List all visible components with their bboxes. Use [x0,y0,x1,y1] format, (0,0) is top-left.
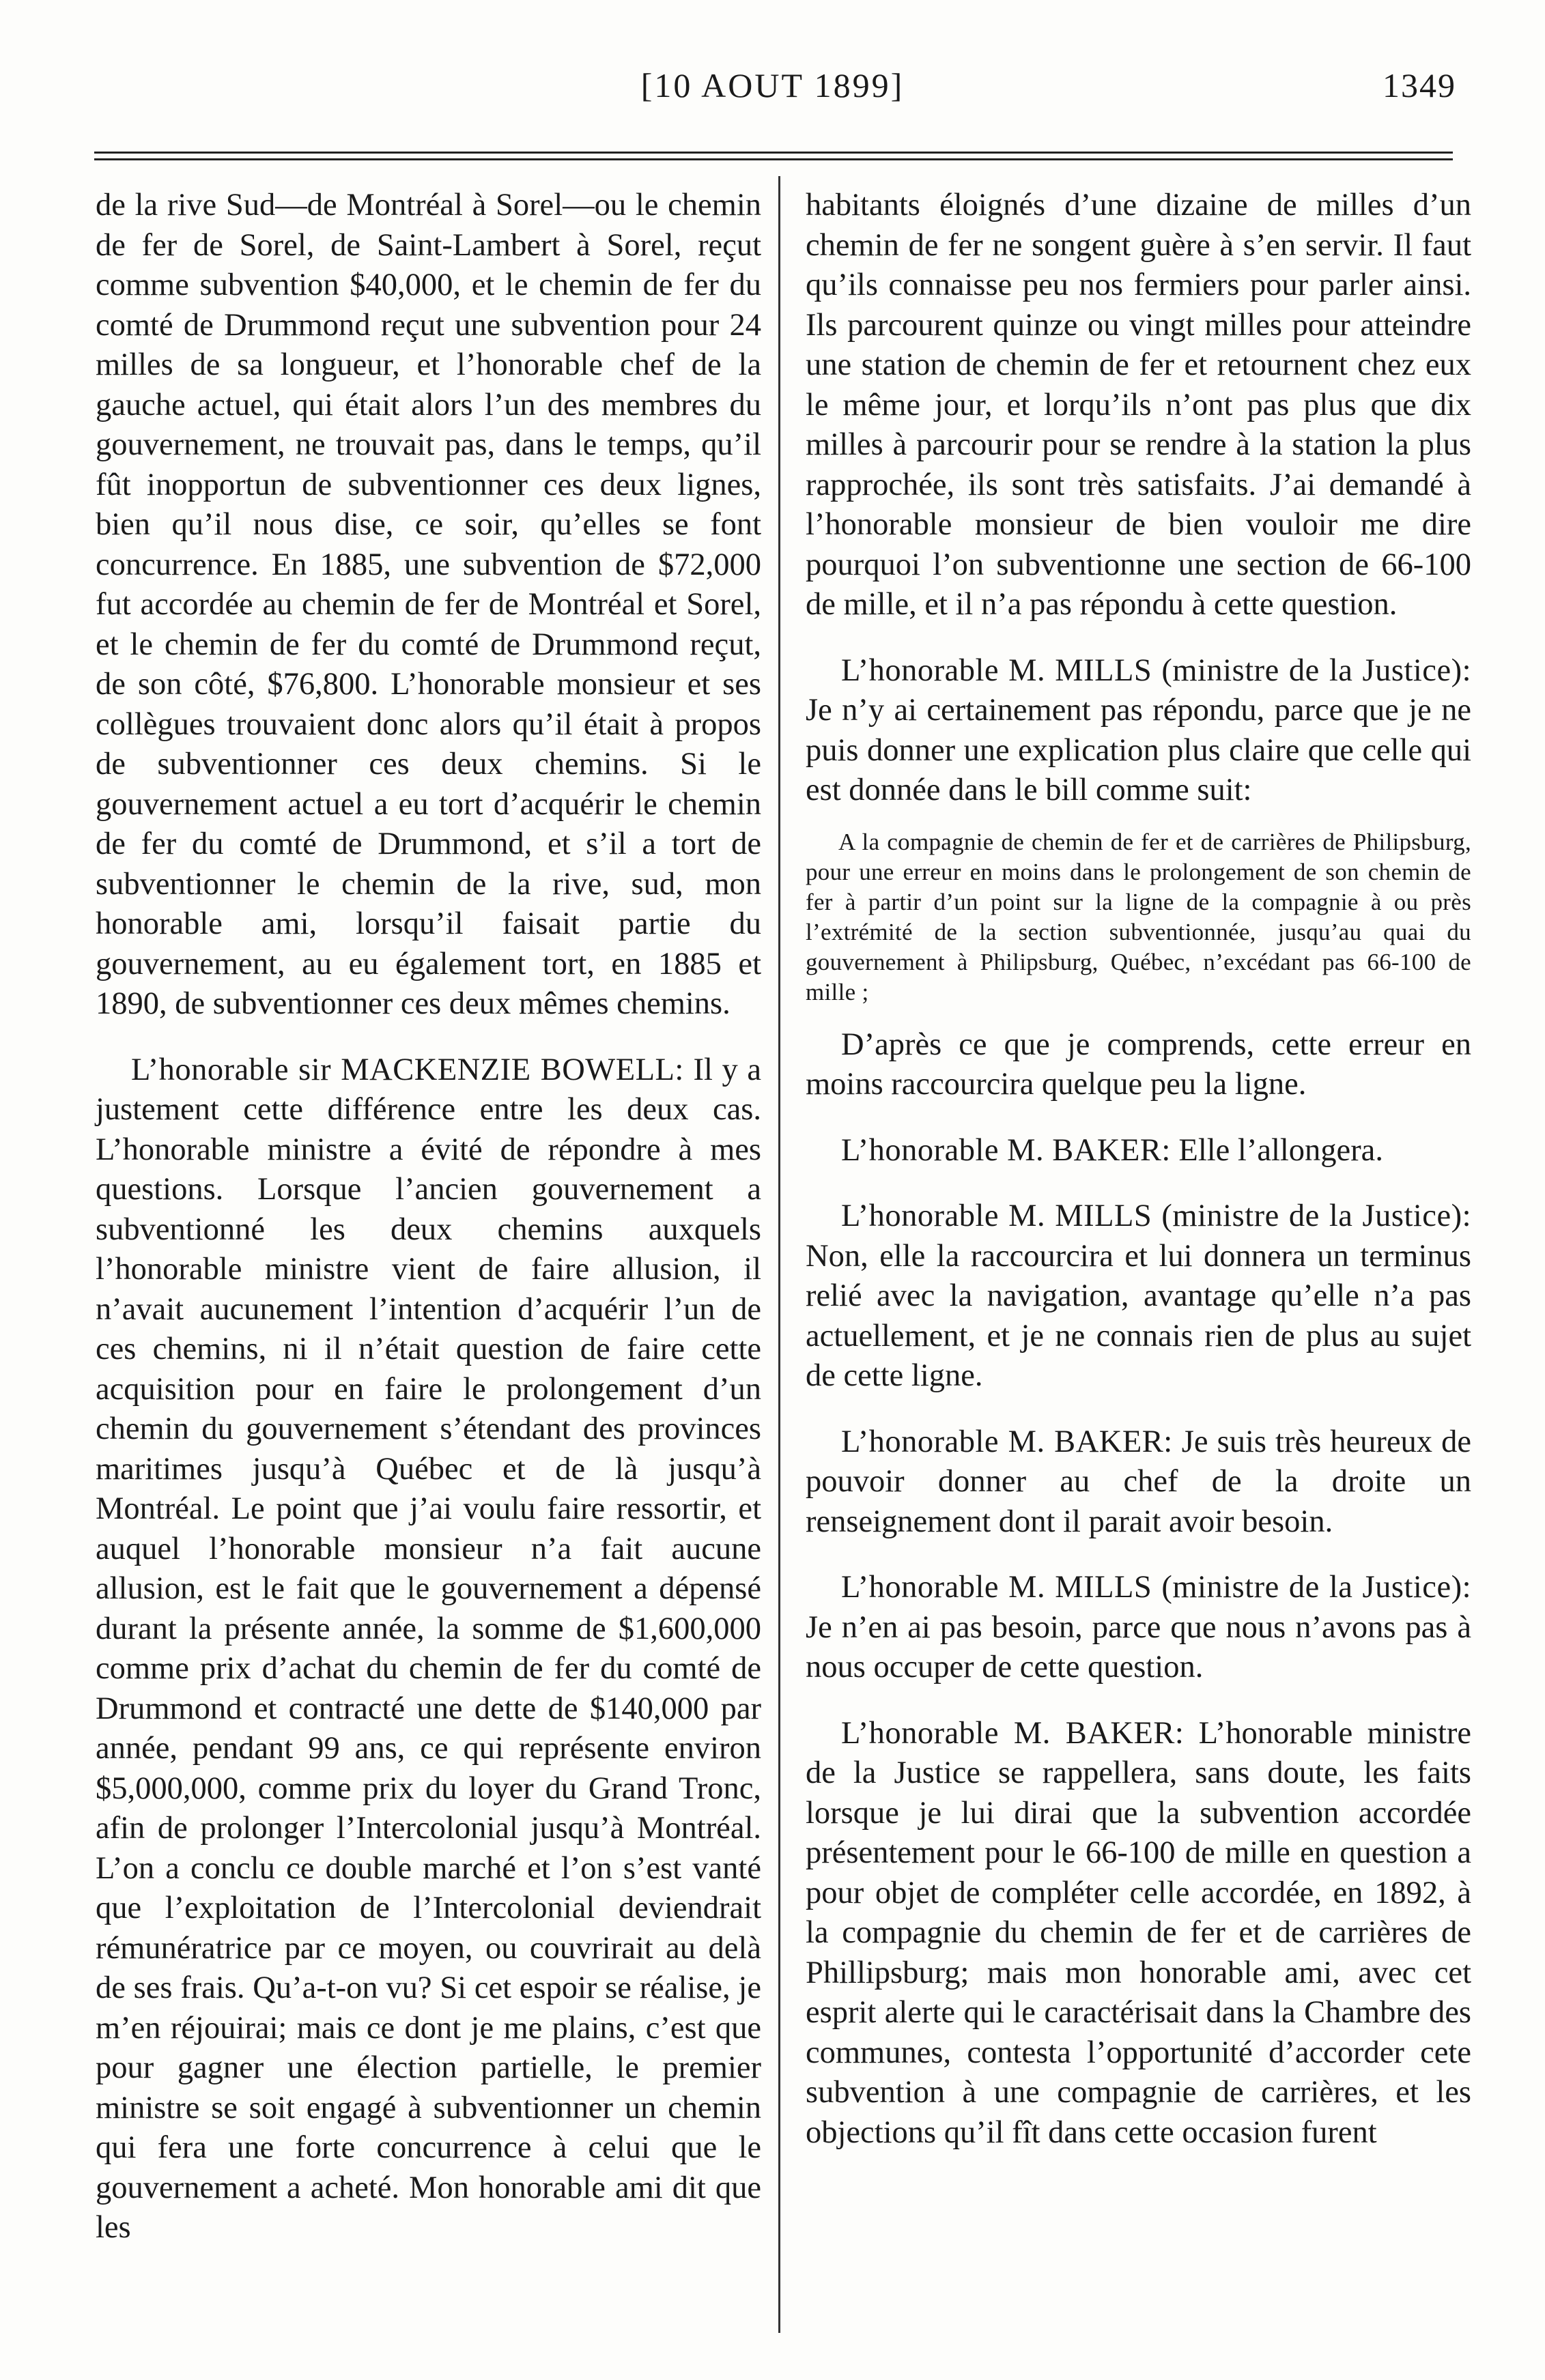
right-paragraph-7 [806,1568,1471,1688]
bill-quote-text: A la compagnie de chemin de fer et de carrières de Philipsburg, pour une erreur en moins dans le prolongement de son chemin de fer à partir d’un point sur la ligne de la compagnie à ou près l’extrémité de la section subventionnée, jusqu’au quai du gouvernement à Philipsburg, Québec, n’excédant pas 66-100 de mille ; [806,828,1471,1005]
right-paragraph-1: habitants éloignés d’une dizaine de milles d’un chemin de fer ne songent guère à s’en servir. Il faut qu’ils connaisse peu nos fermiers pour parler ainsi. Ils parcourent quinze ou vingt milles pour atteindre une station de chemin de fer et retournent chez eux le même jour, et lorqu’ils n’ont pas plus que dix milles à parcourir pour se rendre à la station la plus rapprochée, ils sont très satisfaits. J’ai demandé à l’honorable monsieur de bien vouloir me dire pourquoi l’on subventionne une section de 66-100 de mille, et il n’a pas répondu à cette question. [806,188,1471,622]
right-paragraph-4 [806,1131,1471,1171]
speaker-label: L’honorable M. MILLS (ministre de la Justice): [841,1199,1471,1233]
left-column [96,186,761,2248]
speaker-label: L’honorable M. BAKER: [841,1715,1185,1751]
bill-quote [806,827,1471,1007]
left-paragraph-2 [96,1050,761,2248]
header-rule-bottom [94,158,1453,160]
speech-text: Elle l’allongera. [1170,1132,1383,1168]
page-header [0,66,1545,120]
right-paragraph-5 [806,1196,1471,1396]
speech-text: Non, elle la raccourcira et lui donnera un terminus relié avec la navigation, avantage qu’elle n’a pas actuellement, et je ne connais rien de plus au sujet de cette ligne. [806,1238,1471,1393]
speaker-label: L’honorable sir MACKENZIE BOWELL: [131,1052,684,1087]
speech-text: L’honorable ministre de la Justice se rappellera, sans doute, les faits lorsque je lui dirai que la subvention accordée présentement pour le 66-100 de mille en question a pour objet de compléter celle accordée, en 1892, à la compagnie du chemin de fer et de carrières de Phillipsburg; mais mon honorable ami, avec cet esprit alerte qui le caractérisait dans la Chambre des communes, contesta l’opportunité d’accorder cete subvention à une compagnie de carrières, et les objections qu’il fît dans cette occasion furent [806,1715,1471,2150]
speech-text: Je n’y ai certainement pas répondu, parce que je ne puis donner une explication plus claire que celle qui est donnée dans le bill comme suit: [806,693,1471,807]
speech-text: Je n’en ai pas besoin, parce que nous n’avons pas à nous occuper de cette question. [806,1609,1471,1684]
right-paragraph-8 [806,1714,1471,2153]
column-divider [778,176,780,2333]
speaker-label: L’honorable M. BAKER: [841,1424,1173,1459]
left-paragraph-1: de la rive Sud—de Montréal à Sorel—ou le chemin de fer de Sorel, de Saint-Lambert à Sorel, reçut comme subvention $40,000, et le chemin de fer du comté de Drummond reçut une subvention pour 24 milles de sa longueur, et l’honorable chef de la gauche actuel, qui était alors l’un des membres du gouvernement, ne trouvait pas, dans le temps, qu’il fût inopportun de subventionner ces deux lignes, bien qu’il nous dise, ce soir, qu’elles se font concurrence. En 1885, une subvention de $72,000 fut accordée au chemin de fer de Montréal et Sorel, et le chemin de fer du comté de Drummond reçut, de son côté, $76,800. L’honorable monsieur et ses collègues trouvaient donc alors qu’il était à propos de subventionner ces deux chemins. Si le gouvernement actuel a eu tort d’acquérir le chemin de fer du comté de Drummond, et s’il a tort de subventionner le chemin de la rive, sud, mon honorable ami, lorsqu’il faisait partie du gouvernement, au eu également tort, en 1885 et 1890, de subventionner ces deux mêmes chemins. [96,188,761,1021]
right-column [806,186,1471,2153]
speaker-label: L’honorable M. MILLS (ministre de la Justice): [841,1570,1471,1605]
speaker-label: L’honorable M. BAKER: [841,1132,1171,1168]
right-paragraph-3: D’après ce que je comprends, cette erreur en moins raccourcira quelque peu la ligne. [806,1027,1471,1102]
right-paragraph-2 [806,651,1471,811]
speaker-label: L’honorable M. MILLS (ministre de la Justice): [841,653,1471,688]
header-rule-top [94,152,1453,154]
speech-text: Je suis très heureux de pouvoir donner au chef de la droite un renseignement dont il parait avoir besoin. [806,1424,1471,1539]
page-number: 1349 [1383,66,1456,104]
header-date: [10 AOUT 1899] [640,66,905,104]
right-paragraph-6 [806,1422,1471,1543]
speech-text: Il y a justement cette différence entre les deux cas. L’honorable ministre a évité de répondre à mes questions. Lorsque l’ancien gouvernement a subventionné les deux chemins auxquels l’honorable ministre vient de faire allusion, il n’avait aucunement l’intention d’acquérir l’un de ces chemins, ni il n’était question de faire cette acquisition pour en faire le prolongement d’un chemin du gouvernement s’étendant des provinces maritimes jusqu’à Québec et de là jusqu’à Montréal. Le point que j’ai voulu faire ressortir, et auquel l’honorable monsieur n’a fait aucune allusion, est le fait que le gouvernement a dépensé durant la présente année, la somme de $1,600,000 comme prix d’achat du chemin de fer du comté de Drummond et contracté une dette de $140,000 par année, pendant 99 ans, ce qui représente environ $5,000,000, comme prix du loyer du Grand Tronc, afin de prolonger l’Intercolonial jusqu’à Montréal. L’on a conclu ce double marché et l’on s’est vanté que l’exploitation de l’Intercolonial deviendrait rémunératrice par ce moyen, ou couvrirait au delà de ses frais. Qu’a-t-on vu? Si cet espoir se réalise, je m’en réjouirai; mais ce dont je me plains, c’est que pour gagner une élection partielle, le premier ministre se soit engagé à subventionner un chemin qui fera une forte concurrence à celui que le gouvernement a acheté. Mon honorable ami dit que les [96,1052,761,2245]
